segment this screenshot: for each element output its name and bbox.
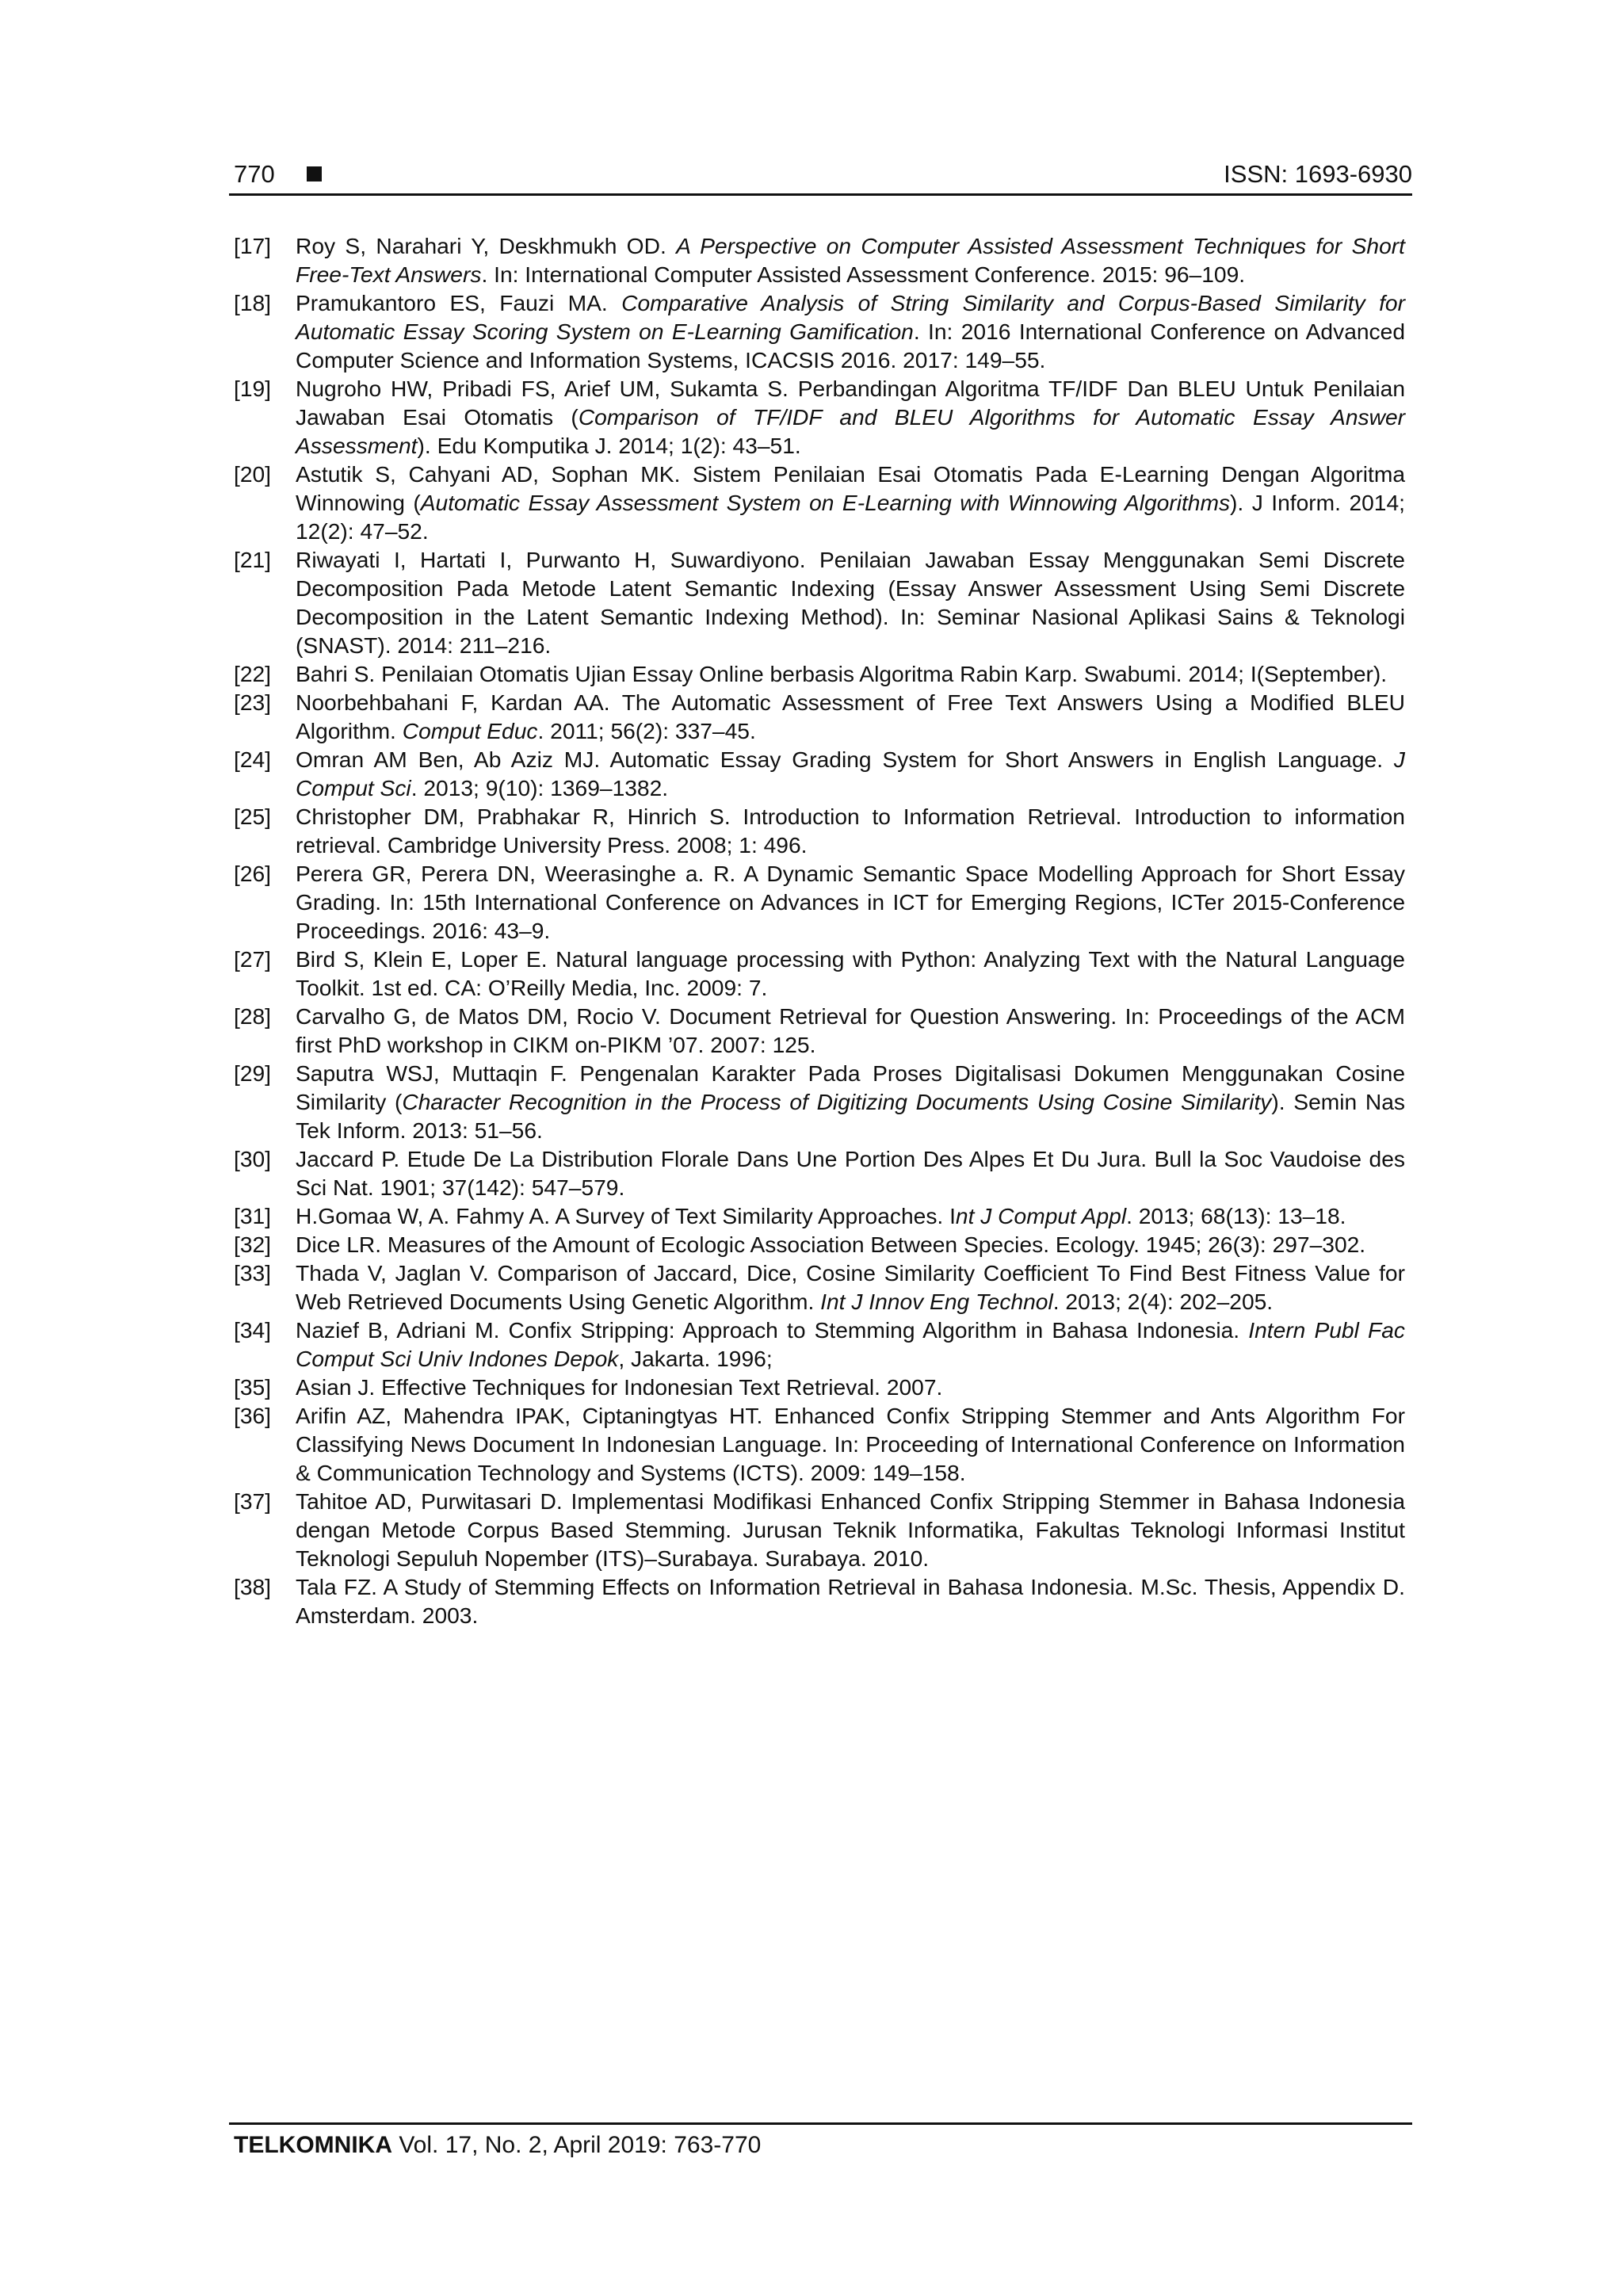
reference-text: Dice LR. Measures of the Amount of Ecologic Association Between Species. Ecology. 1945; 26(3): 297–302. xyxy=(296,1232,1366,1257)
header-rule xyxy=(229,193,1412,196)
reference-number: [23] xyxy=(234,690,272,715)
reference-entry xyxy=(234,1401,1405,1487)
reference-text: Thada V, Jaglan V. Comparison of Jaccard, Dice, Cosine Similarity Coefficient To Find Best Fitness Value for Web Retrieved Documents Using Genetic Algorithm. xyxy=(296,1260,1405,1314)
reference-text: Asian J. Effective Techniques for Indonesian Text Retrieval. 2007. xyxy=(296,1374,943,1400)
reference-text: Bahri S. Penilaian Otomatis Ujian Essay Online berbasis Algoritma Rabin Karp. Swabumi. 2014; I(September). xyxy=(296,661,1388,686)
reference-italic-text: Intern Publ Fac Comput Sci Univ Indones Depok xyxy=(296,1317,1405,1371)
reference-number: [17] xyxy=(234,233,272,258)
reference-number: [28] xyxy=(234,1003,272,1029)
reference-text: Riwayati I, Hartati I, Purwanto H, Suwardiyono. Penilaian Jawaban Essay Menggunakan Semi Discrete Decomposition Pada Metode Latent Semantic Indexing (Essay Answer Assessment Using Semi Discrete Decomposition in the Latent Semantic Indexing Method). In: Seminar Nasional Aplikasi Sains & Teknologi (SNAST). 2014: 211–216. xyxy=(296,547,1405,658)
reference-entry xyxy=(234,1259,1405,1316)
reference-entry xyxy=(234,1002,1405,1059)
reference-italic-text: J Comput Sci xyxy=(296,747,1405,800)
reference-number: [20] xyxy=(234,461,272,487)
reference-text: Omran AM Ben, Ab Aziz MJ. Automatic Essay Grading System for Short Answers in English Language. xyxy=(296,747,1394,772)
reference-entry xyxy=(234,545,1405,659)
reference-italic-text: Automatic Essay Assessment System on E-Learning with Winnowing Algorithms xyxy=(420,490,1231,515)
reference-number: [19] xyxy=(234,376,272,401)
reference-text: Jaccard P. Etude De La Distribution Florale Dans Une Portion Des Alpes Et Du Jura. Bull la Soc Vaudoise des Sci Nat. 1901; 37(142): 547–579. xyxy=(296,1146,1405,1200)
reference-text: Nazief B, Adriani M. Confix Stripping: Approach to Stemming Algorithm in Bahasa Indonesia. xyxy=(296,1317,1249,1343)
reference-number: [31] xyxy=(234,1203,272,1228)
issn-label: ISSN: 1693-6930 xyxy=(1224,160,1412,188)
reference-entry xyxy=(234,231,1405,288)
reference-entry xyxy=(234,374,1405,460)
reference-text: . 2013; 68(13): 13–18. xyxy=(1126,1203,1346,1228)
reference-text: H.Gomaa W, A. Fahmy A. A Survey of Text Similarity Approaches. I xyxy=(296,1203,956,1228)
reference-text: Roy S, Narahari Y, Deskhmukh OD. xyxy=(296,233,677,258)
reference-list xyxy=(234,231,1405,1629)
page-footer xyxy=(234,2127,761,2164)
reference-number: [37] xyxy=(234,1488,272,1514)
reference-entry xyxy=(234,1201,1405,1230)
reference-entry xyxy=(234,859,1405,945)
reference-entry xyxy=(234,1373,1405,1401)
reference-text: Christopher DM, Prabhakar R, Hinrich S. Introduction to Information Retrieval. Introduction to information retrieval. Cambridge University Press. 2008; 1: 496. xyxy=(296,804,1405,858)
page-header xyxy=(234,155,1412,193)
footer-rule xyxy=(229,2122,1412,2125)
reference-text: Bird S, Klein E, Loper E. Natural language processing with Python: Analyzing Text with the Natural Language Toolkit. 1st ed. CA: O’Reilly Media, Inc. 2009: 7. xyxy=(296,946,1405,1000)
reference-entry xyxy=(234,1316,1405,1373)
reference-number: [33] xyxy=(234,1260,272,1286)
square-bullet-icon xyxy=(307,166,322,181)
reference-entry xyxy=(234,1487,1405,1572)
reference-text: Nugroho HW, Pribadi FS, Arief UM, Sukamta S. Perbandingan Algoritma TF/IDF Dan BLEU Untuk Penilaian Jawaban Esai Otomatis ( xyxy=(296,376,1405,430)
reference-entry xyxy=(234,802,1405,859)
reference-text: ). J Inform. 2014; 12(2): 47–52. xyxy=(296,490,1405,544)
reference-italic-text: Comparative Analysis of String Similarity and Corpus-Based Similarity for Automatic Essay Scoring System on E-Learning Gamification xyxy=(296,290,1405,344)
reference-entry xyxy=(234,688,1405,745)
reference-number: [26] xyxy=(234,861,272,886)
reference-italic-text: A Perspective on Computer Assisted Assessment Techniques for Short Free-Text Answers xyxy=(296,233,1405,287)
reference-number: [25] xyxy=(234,804,272,829)
reference-text: Perera GR, Perera DN, Weerasinghe a. R. A Dynamic Semantic Space Modelling Approach for Short Essay Grading. In: 15th International Conference on Advances in ICT for Emerging Regions, ICTer 2015-Conference Proceedings. 2016: 43–9. xyxy=(296,861,1405,943)
reference-entry xyxy=(234,460,1405,545)
reference-text: , Jakarta. 1996; xyxy=(618,1346,773,1371)
reference-number: [24] xyxy=(234,747,272,772)
reference-text: ). Semin Nas Tek Inform. 2013: 51–56. xyxy=(296,1089,1405,1143)
reference-text: . 2013; 9(10): 1369–1382. xyxy=(411,775,669,800)
reference-text: Noorbehbahani F, Kardan AA. The Automatic Assessment of Free Text Answers Using a Modified BLEU Algorithm. xyxy=(296,690,1405,743)
reference-entry xyxy=(234,659,1405,688)
reference-text: ). Edu Komputika J. 2014; 1(2): 43–51. xyxy=(417,433,801,458)
reference-text: . In: International Computer Assisted Assessment Conference. 2015: 96–109. xyxy=(481,262,1246,287)
reference-entry xyxy=(234,745,1405,802)
reference-number: [35] xyxy=(234,1374,272,1400)
reference-text: Carvalho G, de Matos DM, Rocio V. Document Retrieval for Question Answering. In: Proceedings of the ACM first PhD workshop in CIKM on-PIKM ’07. 2007: 125. xyxy=(296,1003,1405,1057)
reference-italic-text: Comput Educ xyxy=(402,718,538,743)
reference-entry xyxy=(234,1230,1405,1259)
reference-number: [36] xyxy=(234,1403,272,1428)
reference-text: . 2011; 56(2): 337–45. xyxy=(537,718,756,743)
reference-number: [29] xyxy=(234,1060,272,1086)
reference-number: [21] xyxy=(234,547,272,572)
reference-entry xyxy=(234,1059,1405,1144)
reference-number: [38] xyxy=(234,1574,272,1599)
reference-text: . In: 2016 International Conference on Advanced Computer Science and Information Systems, ICACSIS 2016. 2017: 149–55. xyxy=(296,319,1405,372)
reference-text: Astutik S, Cahyani AD, Sophan MK. Sistem Penilaian Esai Otomatis Pada E-Learning Dengan Algoritma Winnowing ( xyxy=(296,461,1405,515)
reference-text: . 2013; 2(4): 202–205. xyxy=(1052,1289,1274,1314)
reference-italic-text: Comparison of TF/IDF and BLEU Algorithms for Automatic Essay Answer Assessment xyxy=(296,404,1406,458)
reference-number: [34] xyxy=(234,1317,272,1343)
issue-details: Vol. 17, No. 2, April 2019: 763-770 xyxy=(399,2132,762,2158)
page-number: 770 xyxy=(234,160,275,188)
reference-text: Pramukantoro ES, Fauzi MA. xyxy=(296,290,622,315)
reference-entry xyxy=(234,945,1405,1002)
reference-number: [30] xyxy=(234,1146,272,1171)
reference-entry xyxy=(234,288,1405,374)
reference-italic-text: nt J Comput Appl xyxy=(955,1203,1127,1228)
reference-italic-text: Int J Innov Eng Technol xyxy=(820,1289,1053,1314)
reference-entry xyxy=(234,1572,1405,1629)
reference-number: [32] xyxy=(234,1232,272,1257)
reference-text: Tahitoe AD, Purwitasari D. Implementasi Modifikasi Enhanced Confix Stripping Stemmer in Bahasa Indonesia dengan Metode Corpus Based Stemming. Jurusan Teknik Informatika, Fakultas Teknologi Informasi Institut Teknologi Sepuluh Nopember (ITS)–Surabaya. Surabaya. 2010. xyxy=(296,1488,1405,1571)
reference-text: Tala FZ. A Study of Stemming Effects on Information Retrieval in Bahasa Indonesia. M.Sc. Thesis, Appendix D. Amsterdam. 2003. xyxy=(296,1574,1405,1628)
reference-number: [27] xyxy=(234,946,272,972)
reference-italic-text: Character Recognition in the Process of Digitizing Documents Using Cosine Similarity xyxy=(402,1089,1272,1114)
reference-entry xyxy=(234,1144,1405,1201)
journal-name: TELKOMNIKA xyxy=(234,2132,392,2158)
reference-text: Arifin AZ, Mahendra IPAK, Ciptaningtyas HT. Enhanced Confix Stripping Stemmer and Ants Algorithm For Classifying News Document In Indonesian Language. In: Proceeding of International Conference on Information & Communication Technology and Systems (ICTS). 2009: 149–158. xyxy=(296,1403,1405,1485)
reference-number: [18] xyxy=(234,290,272,315)
reference-text: Saputra WSJ, Muttaqin F. Pengenalan Karakter Pada Proses Digitalisasi Dokumen Menggunakan Cosine Similarity ( xyxy=(296,1060,1405,1114)
reference-number: [22] xyxy=(234,661,272,686)
